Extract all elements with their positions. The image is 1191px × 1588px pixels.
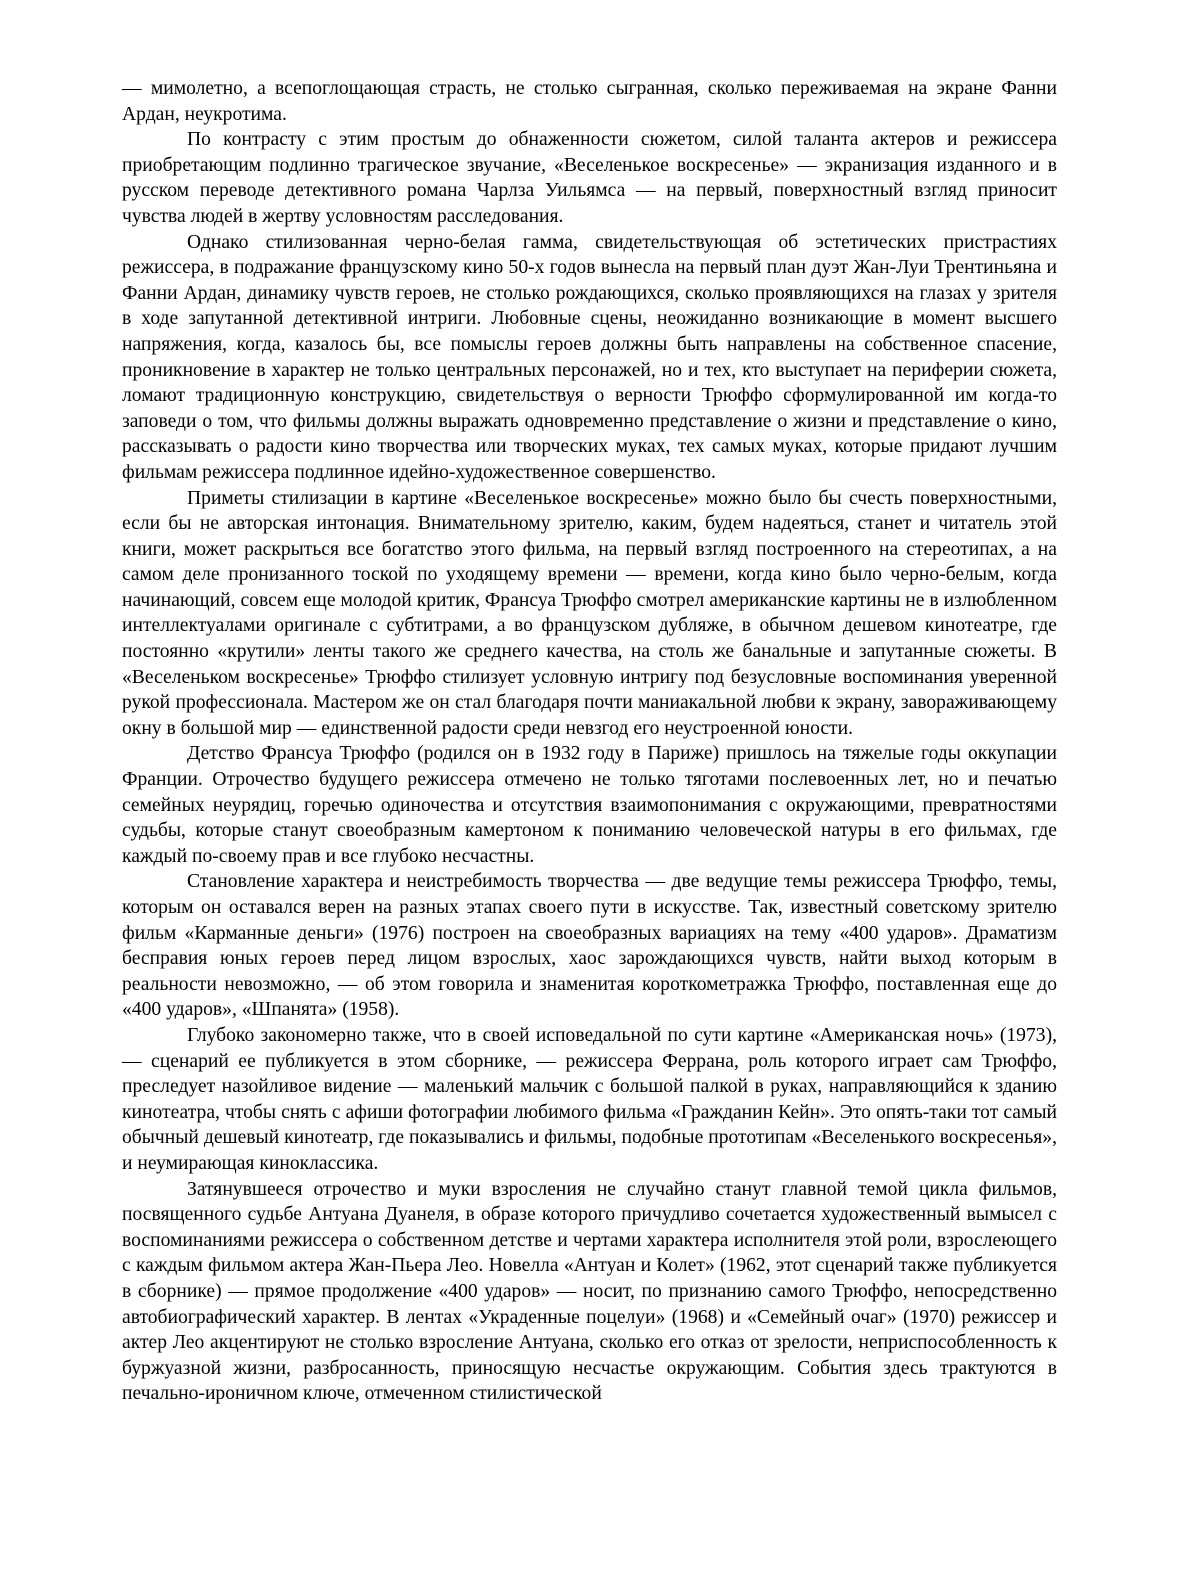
paragraph-doinel-cycle: Затянувшееся отрочество и муки взросления не случайно станут главной темой цикла фильмов, посвященного судьбе Антуана Дуанеля, в образе которого причудливо сочетается художественный вымысел с воспоминаниями режиссера о собственном детстве и чертами характера исполнителя этой роли, взрослеющего с каждым фильмом актера Жан-Пьера Лео. Новелла «Антуан и Колет» (1962, этот сценарий также публикуется в сборнике) — прямое продолжение «400 ударов» — носит, по признанию самого Трюффо, непосредственно автобиографический характер. В лентах «Украденные поцелуи» (1968) и «Семейный очаг» (1970) режиссер и актер Лео акцентируют не столько взросление Антуана, сколько его отказ от зрелости, неприспособленность к буржуазной жизни, разбросанность, приносящую несчастье окружающим. События здесь трактуются в печально-ироничном ключе, отмеченном стилистической: [122, 1178, 1057, 1405]
paragraph-american-night: Глубоко закономерно также, что в своей исповедальной по сути картине «Американская ночь» (1973), — сценарий ее публикуется в этом сборнике, — режиссера Феррана, роль которого играет сам Трюффо, преследует назойливое видение — маленький мальчик с большой палкой в руках, направляющийся к зданию кинотеатра, чтобы снять с афиши фотографии любимого фильма «Гражданин Кейн». Это опять-таки тот самый обычный дешевый кинотеатр, где показывались и фильмы, подобные прототипам «Веселенького воскресенья», и неумирающая киноклассика.: [122, 1024, 1057, 1174]
paragraph-contrast-plot: По контрасту с этим простым до обнаженности сюжетом, силой таланта актеров и режиссера приобретающим подлинно трагическое звучание, «Веселенькое воскресенье» — экранизация изданного и в русском переводе детективного романа Чарлза Уильямса — на первый, поверхностный взгляд приносит чувства людей в жертву условностям расследования.: [122, 129, 1057, 227]
document-page: [122, 76, 1057, 1407]
paragraph-continued: — мимолетно, а всепоглощающая страсть, не столько сыгранная, сколько переживаемая на экране Фанни Ардан, неукротима.: [122, 78, 1057, 125]
paragraph-stylization-signs: Приметы стилизации в картине «Веселенькое воскресенье» можно было бы счесть поверхностными, если бы не авторская интонация. Внимательному зрителю, каким, будем надеяться, станет и читатель этой книги, может раскрыться все богатство этого фильма, на первый взгляд построенного на стереотипах, а на самом деле пронизанного тоской по уходящему времени — времени, когда кино было черно-белым, когда начинающий, совсем еще молодой критик, Франсуа Трюффо смотрел американские картины не в излюбленном интеллектуалами оригинале с субтитрами, а во французском дубляже, в обычном дешевом кинотеатре, где постоянно «крутили» ленты такого же среднего качества, на столь же банальные и запутанные сюжеты. В «Веселеньком воскресенье» Трюффо стилизует условную интригу под безусловные воспоминания уверенной рукой профессионала. Мастером же он стал благодаря почти маниакальной любви к экрану, завораживающему окну в большой мир — единственной радости среди невзгод его неустроенной юности.: [122, 487, 1057, 739]
paragraph-stylized-gamma: Однако стилизованная черно-белая гамма, свидетельствующая об эстетических пристрастиях режиссера, в подражание французскому кино 50-х годов вынесла на первый план дуэт Жан-Луи Трентиньяна и Фанни Ардан, динамику чувств героев, не столько рождающихся, сколько проявляющихся на глазах у зрителя в ходе запутанной детективной интриги. Любовные сцены, неожиданно возникающие в момент высшего напряжения, когда, казалось бы, все помыслы героев должны быть направлены на собственное спасение, проникновение в характер не только центральных персонажей, но и тех, кто выступает на периферии сюжета, ломают традиционную конструкцию, свидетельствуя о верности Трюффо сформулированной им когда-то заповеди о том, что фильмы должны выражать одновременно представление о жизни и представление о кино, рассказывать о радости кино творчества или творческих муках, тех самых муках, которые придают лучшим фильмам режиссера подлинное идейно-художественное совершенство.: [122, 231, 1057, 483]
paragraph-childhood: Детство Франсуа Трюффо (родился он в 1932 году в Париже) пришлось на тяжелые годы оккупации Франции. Отрочество будущего режиссера отмечено не только тяготами послевоенных лет, но и печатью семейных неурядиц, горечью одиночества и отсутствия взаимопонимания с окружающими, превратностями судьбы, которые станут своеобразным камертоном к пониманию человеческой натуры в его фильмах, где каждый по-своему прав и все глубоко несчастны.: [122, 743, 1057, 867]
paragraph-character-formation: Становление характера и неистребимость творчества — две ведущие темы режиссера Трюффо, темы, которым он оставался верен на разных этапах своего пути в искусстве. Так, известный советскому зрителю фильм «Карманные деньги» (1976) построен на своеобразных вариациях на тему «400 ударов». Драматизм бесправия юных героев перед лицом взрослых, хаос зарождающихся чувств, найти выход которым в реальности невозможно, — об этом говорила и знаменитая короткометражка Трюффо, поставленная еще до «400 ударов», «Шпанята» (1958).: [122, 871, 1057, 1021]
